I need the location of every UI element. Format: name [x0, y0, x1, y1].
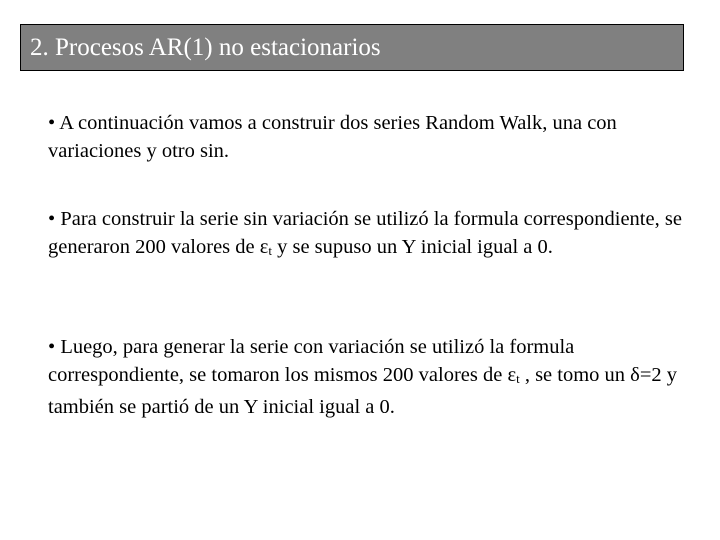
epsilon-symbol: ε — [259, 236, 269, 258]
bullet-item-sin-variacion — [48, 205, 688, 265]
epsilon-symbol: ε — [507, 364, 517, 386]
bullet-marker: • — [48, 112, 56, 134]
bullet-item-con-variacion — [48, 333, 688, 421]
epsilon-subscript: t — [268, 243, 272, 258]
bullet-text-after: y se supuso un Y inicial igual a 0. — [271, 236, 553, 258]
bullet-marker: • — [48, 208, 56, 230]
bullet-text-before: Para construir la serie sin variación se utilizó la formula correspondiente, se generaron 200 valores de — [48, 208, 682, 258]
bullet-text-before: Luego, para generar la serie con variación se utilizó la formula correspondiente, se tomaron los mismos 200 valores de — [48, 336, 575, 386]
bullet-marker: • — [48, 336, 56, 358]
epsilon-subscript: t — [516, 371, 520, 386]
bullet-text: A continuación vamos a construir dos series Random Walk, una con variaciones y otro sin. — [48, 112, 617, 162]
title-bar — [20, 24, 684, 71]
bullet-text-after: , se tomo un δ=2 y también se partió de un Y inicial igual a 0. — [48, 364, 678, 418]
slide-title: 2. Procesos AR(1) no estacionarios — [30, 34, 381, 61]
bullet-item-random-walk — [48, 109, 688, 165]
